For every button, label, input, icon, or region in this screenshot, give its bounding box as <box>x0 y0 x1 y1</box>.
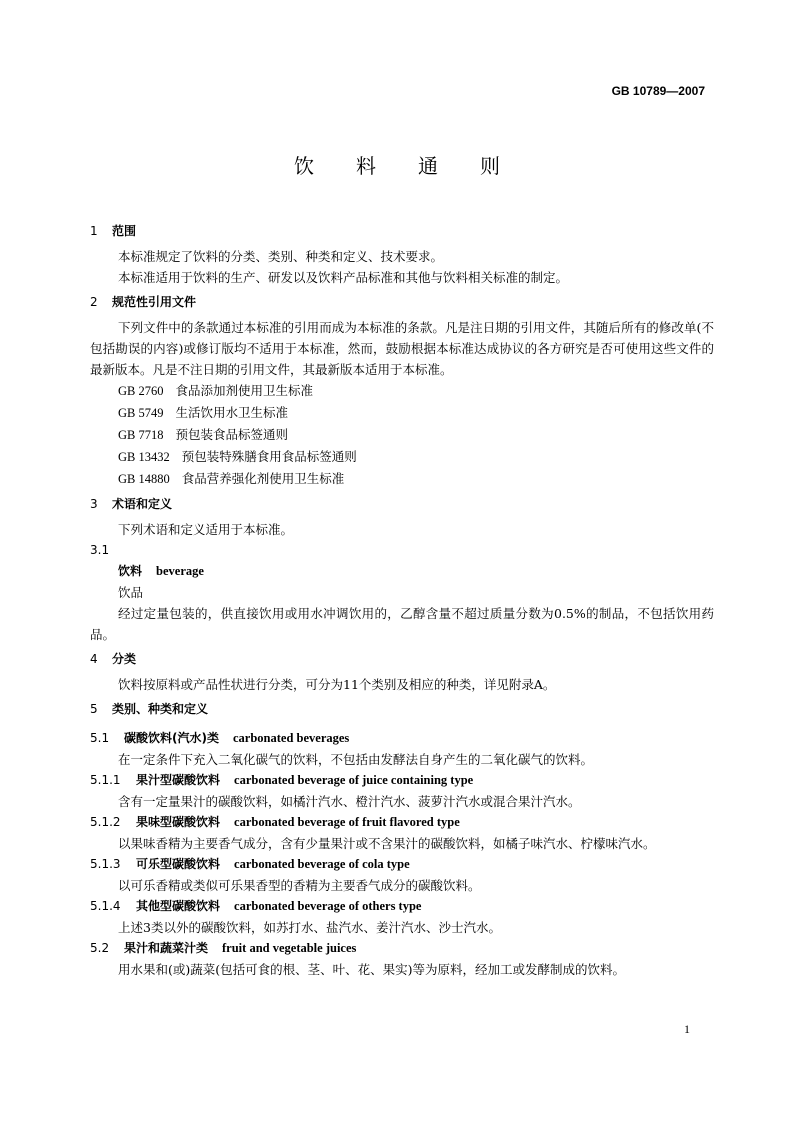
document-title: 饮料通则 <box>294 154 542 178</box>
reference-name: 预包装特殊膳食用食品标签通则 <box>181 449 357 464</box>
term-chinese: 饮料 <box>118 564 143 578</box>
subsection-title-cn: 可乐型碳酸饮料 <box>136 857 221 871</box>
section-3-paragraph: 下列术语和定义适用于本标准。 <box>118 522 294 537</box>
subsection-heading <box>90 854 714 875</box>
subsection-title-en: carbonated beverage of others type <box>234 899 422 913</box>
reference-name: 食品添加剂使用卫生标准 <box>175 383 314 398</box>
subsection-heading <box>90 896 714 917</box>
subsection-title-cn: 果汁型碳酸饮料 <box>136 773 221 787</box>
term-heading <box>90 561 714 582</box>
subsection-title-en: carbonated beverage of cola type <box>234 857 410 871</box>
reference-item <box>90 468 714 490</box>
page-number: 1 <box>684 1022 690 1036</box>
subsection-title-en: carbonated beverage of juice containing type <box>234 773 474 787</box>
section-title: 分类 <box>112 652 137 666</box>
reference-item <box>90 446 714 468</box>
subsection-text: 以可乐香精或类似可乐果香型的香精为主要香气成分的碳酸饮料。 <box>118 878 481 893</box>
subsection-number: 5.2 <box>90 941 110 955</box>
subsection-title-cn: 碳酸饮料(汽水)类 <box>124 731 219 745</box>
subsection-title-en: carbonated beverages <box>232 731 350 745</box>
term-definition: 经过定量包装的，供直接饮用或用水冲调饮用的，乙醇含量不超过质量分数为0.5%的制品，不包括饮用药品。 <box>90 606 714 642</box>
subsection-text: 用水果和(或)蔬菜(包括可食的根、茎、叶、花、果实)等为原料，经加工或发酵制成的饮料。 <box>118 962 626 977</box>
reference-item <box>90 402 714 424</box>
reference-code: GB 5749 <box>118 406 164 420</box>
section-title: 规范性引用文件 <box>112 295 197 309</box>
section-number: 5 <box>90 702 98 716</box>
section-5-heading <box>90 699 714 720</box>
section-1-paragraph-2: 本标准适用于饮料的生产、研发以及饮料产品标准和其他与饮料相关标准的制定。 <box>118 270 569 285</box>
subsection-number: 5.1.2 <box>90 815 121 829</box>
subsection-text: 在一定条件下充入二氧化碳气的饮料，不包括由发酵法自身产生的二氧化碳气的饮料。 <box>118 752 594 767</box>
section-2-heading <box>90 292 714 313</box>
reference-item <box>90 424 714 446</box>
term-number: 3.1 <box>90 543 110 557</box>
subsection-heading <box>90 728 714 749</box>
subsection-title-cn: 果汁和蔬菜汁类 <box>124 941 209 955</box>
section-title: 范围 <box>112 224 137 238</box>
subsection-text: 以果味香精为主要香气成分，含有少量果汁或不含果汁的碳酸饮料，如橘子味汽水、柠檬味汽水。 <box>118 836 656 851</box>
subsection-heading <box>90 812 714 833</box>
section-1-paragraph-1: 本标准规定了饮料的分类、类别、种类和定义、技术要求。 <box>118 249 444 264</box>
reference-name: 预包装食品标签通则 <box>175 427 289 442</box>
reference-code: GB 7718 <box>118 428 164 442</box>
section-title: 类别、种类和定义 <box>112 702 209 716</box>
section-4-heading <box>90 649 714 670</box>
section-title: 术语和定义 <box>112 497 173 511</box>
subsection-number: 5.1.4 <box>90 899 121 913</box>
subsection-title-en: fruit and vegetable juices <box>222 941 357 955</box>
reference-code: GB 14880 <box>118 472 170 486</box>
subsection-text: 含有一定量果汁的碳酸饮料，如橘汁汽水、橙汁汽水、菠萝汁汽水或混合果汁汽水。 <box>118 794 581 809</box>
section-1-heading <box>90 221 714 242</box>
section-4-paragraph: 饮料按原料或产品性状进行分类，可分为11个类别及相应的种类，详见附录A。 <box>118 677 556 692</box>
reference-name: 生活饮用水卫生标准 <box>175 405 289 420</box>
subsection-number: 5.1.3 <box>90 857 121 871</box>
subsection-number: 5.1 <box>90 731 110 745</box>
term-alternative: 饮品 <box>118 585 144 600</box>
subsection-title-en: carbonated beverage of fruit flavored type <box>234 815 460 829</box>
subsection-heading <box>90 770 714 791</box>
reference-list <box>90 380 714 490</box>
reference-name: 食品营养强化剂使用卫生标准 <box>181 471 345 486</box>
section-number: 3 <box>90 497 98 511</box>
document-body <box>90 217 714 980</box>
section-number: 1 <box>90 224 98 238</box>
subsection-title-cn: 其他型碳酸饮料 <box>136 899 221 913</box>
standard-code: GB 10789—2007 <box>611 84 705 98</box>
section-number: 2 <box>90 295 98 309</box>
section-number: 4 <box>90 652 98 666</box>
subsection-title-cn: 果味型碳酸饮料 <box>136 815 221 829</box>
reference-item <box>90 380 714 402</box>
reference-code: GB 13432 <box>118 450 170 464</box>
subsection-text: 上述3类以外的碳酸饮料，如苏打水、盐汽水、姜汁汽水、沙士汽水。 <box>118 920 501 935</box>
section-2-paragraph: 下列文件中的条款通过本标准的引用而成为本标准的条款。凡是注日期的引用文件，其随后所有的修改单(不包括勘误的内容)或修订版均不适用于本标准，然而，鼓励根据本标准达成协议的各方研究是否可使用这些文件的最新版本。凡是不注日期的引用文件，其最新版本适用于本标准。 <box>90 320 714 377</box>
subsection-number: 5.1.1 <box>90 773 121 787</box>
subsection-heading <box>90 938 714 959</box>
reference-code: GB 2760 <box>118 384 164 398</box>
term-english: beverage <box>156 564 204 578</box>
section-3-heading <box>90 494 714 515</box>
